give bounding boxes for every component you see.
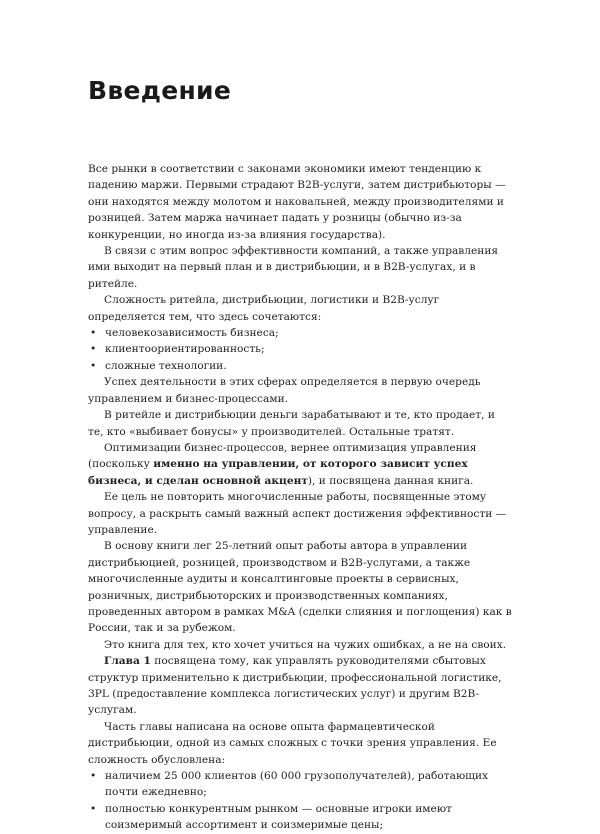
paragraph-text: посвящена тому, как управлять руководителями сбытовых структур применительно к дистрибьюции, профессиональной логистике, 3PL (предоставление комплекса логистических услуг) и другим B2B-услугам. (88, 655, 502, 717)
list-item: • сложные технологии. (88, 358, 512, 374)
paragraph: В ритейле и дистрибьюции деньги зарабатывают и те, кто продает, и те, кто «выбивает бонусы» у производителей. Остальные тратят. (88, 409, 495, 438)
body-text (88, 161, 512, 834)
list-item: • человекозависимость бизнеса; (88, 325, 512, 341)
paragraph (88, 440, 512, 489)
list-item: • клиентоориентированность; (88, 341, 512, 357)
paragraph: В связи с этим вопрос эффективности компаний, а также управления ими выходит на первый план и в дистрибьюции, и в B2B-услугах, и в ритейле. (88, 245, 499, 290)
list-item: • наличием 25 000 клиентов (60 000 грузополучателей), работающих почти ежедневно; (88, 768, 512, 801)
paragraph: Часть главы написана на основе опыта фармацевтической дистрибьюции, одной из самых сложных с точки зрения управления. Ее сложность обусловлена: (88, 720, 497, 766)
paragraph: Сложность ритейла, дистрибьюции, логистики и B2B-услуг определяется тем, что здесь сочетаются: (88, 294, 440, 323)
paragraph: Успех деятельности в этих сферах определяется в первую очередь управлением и бизнес-процессами. (88, 376, 481, 405)
chapter-title: Введение (88, 76, 232, 105)
bullet-list (88, 768, 512, 834)
paragraph (88, 653, 512, 719)
paragraph: В основу книги лег 25-летний опыт работы автора в управлении дистрибьюцией, розницей, производством и B2B-услугами, а также многочисленные аудиты и консалтинговые проекты в сервисных, розничных, дистрибьюторских и производственных компаниях, проведенных автором в рамках M&A (сделки слияния и поглощения) как в России, так и за рубежом. (88, 540, 512, 635)
list-item: • полностью конкурентным рынком — основные игроки имеют соизмеримый ассортимент и соизмеримые цены; (88, 801, 512, 834)
paragraph: Ее цель не повторить многочисленные работы, посвященные этому вопросу, а раскрыть самый важный аспект достижения эффективности — управление. (88, 491, 507, 536)
chapter-reference: Глава 1 (104, 655, 151, 668)
emphasis-text: именно на управлении, от которого зависит успех бизнеса, и сделан основной акцент (88, 458, 468, 487)
bullet-list (88, 325, 512, 374)
paragraph-text: Оптимизации бизнес-процессов, вернее оптимизация управления (поскольку (88, 441, 477, 471)
paragraph: Это книга для тех, кто хочет учиться на чужих ошибках, а не на своих. (104, 638, 507, 651)
paragraph: Все рынки в соответствии с законами экономики имеют тенденцию к падению маржи. Первыми страдают B2B-услуги, затем дистрибьюторы — они находятся между молотом и наковальней, между производителями и розницей. Затем маржа начинает падать у розницы (обычно из-за конкуренции, но иногда из-за влияния государства). (88, 163, 506, 241)
paragraph-text: ), и посвящена данная книга. (307, 474, 474, 487)
